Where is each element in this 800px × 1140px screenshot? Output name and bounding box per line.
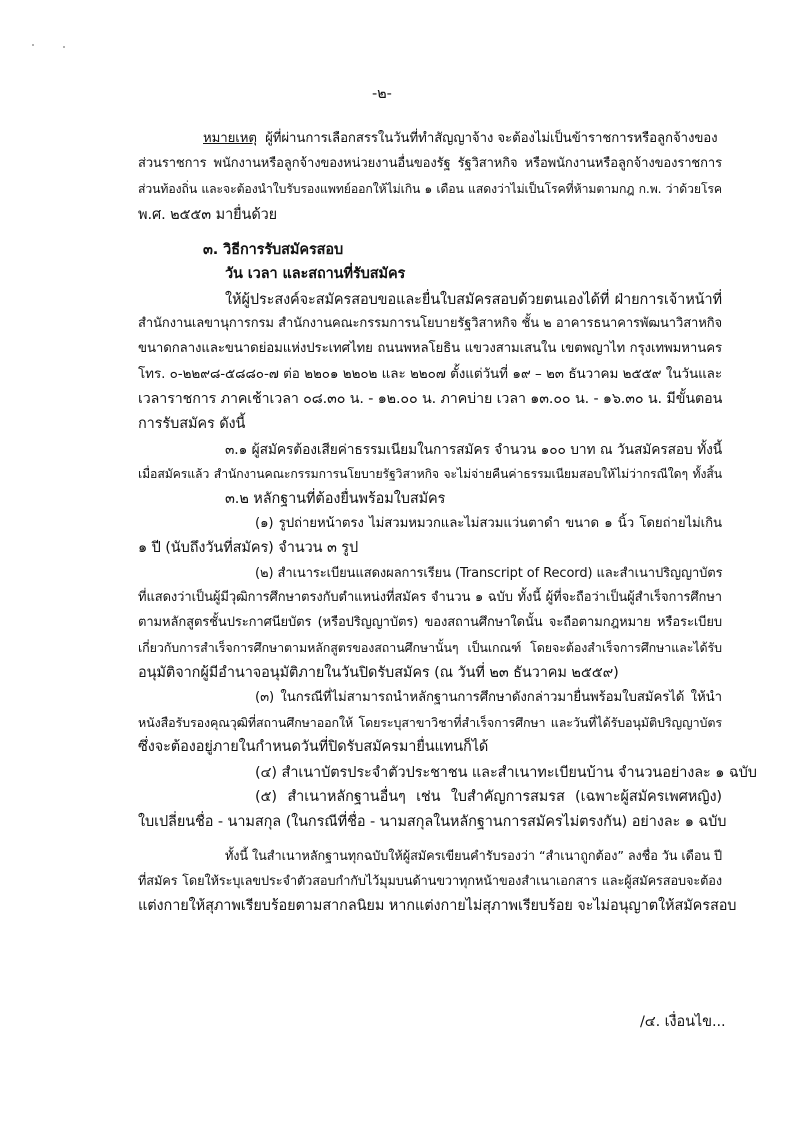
closing-line-3: แต่งกายให้สุภาพเรียบร้อยตามสากลนิยม หากแต่งกายไม่สุภาพเรียบร้อย จะไม่อนุญาตให้สมัครสอบ	[138, 898, 737, 914]
note-line-1-text: ผู้ที่ผ่านการเลือกสรรในวันที่ทำสัญญาจ้าง จะต้องไม่เป็นข้าราชการหรือลูกจ้างของ	[265, 131, 718, 146]
para-line-1: ให้ผู้ประสงค์จะสมัครสอบขอและยื่นใบสมัครสอบด้วยตนเองได้ที่ ฝ่ายการเจ้าหน้าที่	[225, 292, 722, 308]
doc2-line-3: ตามหลักสูตรชั้นประกาศนียบัตร (หรือปริญญาบัตร) ของสถานศึกษาใดนั้น จะถือตามกฎหมาย หรือระเบียบ	[138, 615, 722, 630]
note-line-1	[203, 129, 722, 149]
doc5-line-2: ใบเปลี่ยนชื่อ - นามสกุล (ในกรณีที่ชื่อ - นามสกุลในหลักฐานการสมัครไม่ตรงกัน) อย่างละ ๑ ฉบับ	[138, 814, 727, 830]
para-line-5: เวลาราชการ ภาคเช้าเวลา ๐๘.๓๐ น. - ๑๒.๐๐ น. ภาคบ่าย เวลา ๑๓.๐๐ น. - ๑๖.๓๐ น. มีขั้นตอน	[138, 391, 723, 407]
scan-speck	[63, 46, 65, 48]
doc1-line-1: (๑) รูปถ่ายหน้าตรง ไม่สวมหมวกและไม่สวมแว่นตาดำ ขนาด ๑ นิ้ว โดยถ่ายไม่เกิน	[255, 516, 722, 531]
para-line-6: การรับสมัคร ดังนี้	[138, 416, 246, 432]
doc5-line-1: (๕) สำเนาหลักฐานอื่นๆ เช่น ใบสำคัญการสมรส (เฉพาะผู้สมัครเพศหญิง)	[255, 789, 722, 805]
closing-line-2: ที่สมัคร โดยให้ระบุเลขประจำตัวสอบกำกับไว้มุมบนด้านขวาทุกหน้าของสำเนาเอกสาร และผู้สมัครสอบจะต้อง	[138, 874, 722, 889]
doc3-line-2: หนังสือรับรองคุณวุฒิที่สถานศึกษาออกให้ โดยระบุสาขาวิชาที่สำเร็จการศึกษา และวันที่ได้รับอนุมัติปริญญาบัตร	[138, 715, 722, 730]
doc2-line-2: ที่แสดงว่าเป็นผู้มีวุฒิการศึกษาตรงกับตำแหน่งที่สมัคร จำนวน ๑ ฉบับ ทั้งนี้ ผู้ที่จะถือว่าเป็นผู้สำเร็จการศึกษา	[138, 590, 722, 605]
para-line-4: โทร. ๐-๒๒๙๘-๕๘๘๐-๗ ต่อ ๒๒๐๑ ๒๒๐๒ และ ๒๒๐๗ ตั้งแต่วันที่ ๑๙ – ๒๓ ธันวาคม ๒๕๕๙ ในวันและ	[138, 366, 722, 382]
para-line-3: ขนาดกลางและขนาดย่อมแห่งประเทศไทย ถนนพหลโยธิน แขวงสามเสนใน เขตพญาไท กรุงเทพมหานคร	[138, 341, 722, 356]
page-number: -๒-	[372, 86, 392, 102]
continuation-marker: /๔. เงื่อนไข...	[640, 1014, 726, 1030]
docs-heading: ๓.๒ หลักฐานที่ต้องยื่นพร้อมใบสมัคร	[225, 491, 446, 507]
doc4-line: (๔) สำเนาบัตรประจำตัวประชาชน และสำเนาทะเบียนบ้าน จำนวนอย่างละ ๑ ฉบับ	[255, 765, 757, 781]
doc2-line-1: (๒) สำเนาระเบียนแสดงผลการเรียน (Transcript of Record) และสำเนาปริญญาบัตร	[255, 566, 723, 581]
section-subheading: วัน เวลา และสถานที่รับสมัคร	[225, 266, 406, 282]
fee-line-2: เมื่อสมัครแล้ว สำนักงานคณะกรรมการนโยบายรัฐวิสาหกิจ จะไม่จ่ายคืนค่าธรรมเนียมสอบให้ไม่ว่ากรณีใดๆ ทั้งสิ้น	[138, 467, 722, 481]
note-label: หมายเหตุ	[203, 131, 257, 146]
section-heading: ๓. วิธีการรับสมัครสอบ	[203, 242, 344, 258]
note-line-2: ส่วนราชการ พนักงานหรือลูกจ้างของหน่วยงานอื่นของรัฐ รัฐวิสาหกิจ หรือพนักงานหรือลูกจ้างของราชการ	[138, 156, 722, 171]
note-line-3: ส่วนท้องถิ่น และจะต้องนำใบรับรองแพทย์ออกให้ไม่เกิน ๑ เดือน แสดงว่าไม่เป็นโรคที่ห้ามตามกฎ ก.พ. ว่าด้วยโรค	[138, 182, 722, 196]
fee-line-1: ๓.๑ ผู้สมัครต้องเสียค่าธรรมเนียมในการสมัคร จำนวน ๑๐๐ บาท ณ วันสมัครสอบ ทั้งนี้	[225, 442, 722, 458]
doc2-line-4: เกี่ยวกับการสำเร็จการศึกษาตามหลักสูตรของสถานศึกษานั้นๆ เป็นเกณฑ์ โดยจะต้องสำเร็จการศึกษาและได้รับ	[138, 640, 722, 655]
doc3-line-3: ซึ่งจะต้องอยู่ภายในกำหนดวันที่ปิดรับสมัครมายื่นแทนก็ได้	[138, 739, 489, 755]
doc1-line-2: ๑ ปี (นับถึงวันที่สมัคร) จำนวน ๓ รูป	[138, 540, 359, 556]
doc2-line-5: อนุมัติจากผู้มีอำนาจอนุมัติภายในวันปิดรับสมัคร (ณ วันที่ ๒๓ ธันวาคม ๒๕๕๙)	[138, 665, 619, 681]
scan-speck	[32, 44, 34, 46]
doc3-line-1: (๓) ในกรณีที่ไม่สามารถนำหลักฐานการศึกษาดังกล่าวมายื่นพร้อมใบสมัครได้ ให้นำ	[255, 690, 722, 705]
note-line-4: พ.ศ. ๒๕๕๓ มายื่นด้วย	[138, 207, 278, 223]
closing-line-1: ทั้งนี้ ในสำเนาหลักฐานทุกฉบับให้ผู้สมัครเขียนคำรับรองว่า “สำเนาถูกต้อง” ลงชื่อ วัน เดือน ปี	[225, 849, 722, 864]
para-line-2: สำนักงานเลขานุการกรม สำนักงานคณะกรรมการนโยบายรัฐวิสาหกิจ ชั้น ๒ อาคารธนาคารพัฒนาวิสาหกิจ	[138, 316, 722, 331]
